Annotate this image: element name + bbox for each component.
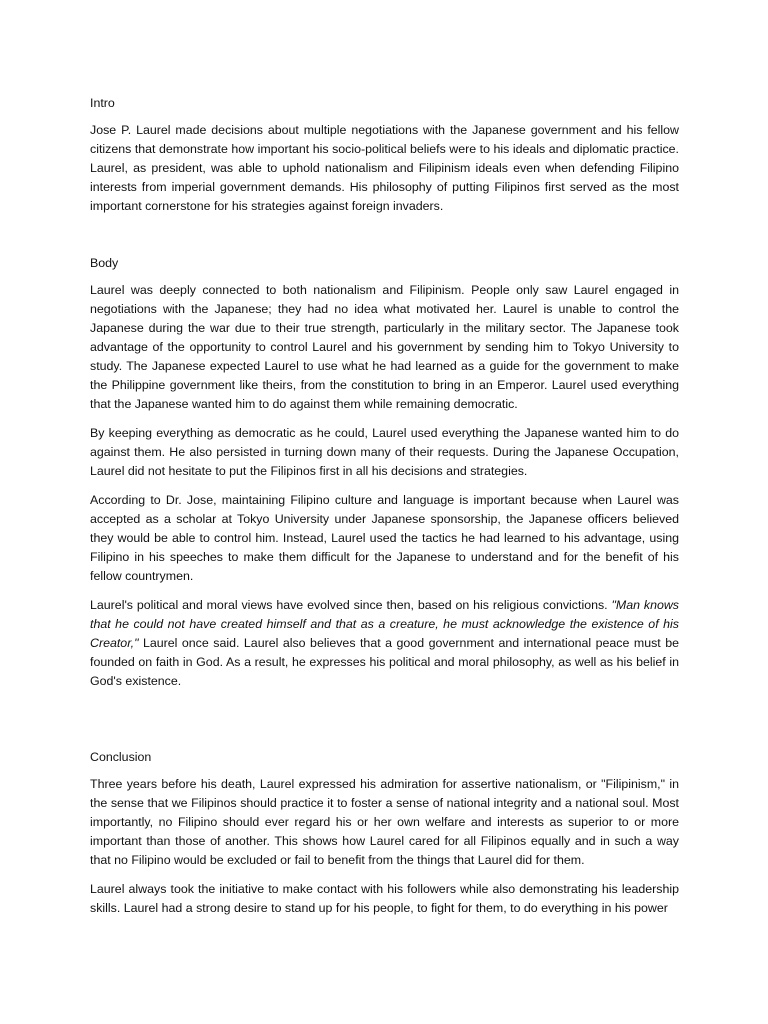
body-paragraph-4-start: Laurel's political and moral views have evolved since then, based on his religious convictions. [90, 598, 612, 612]
section-spacer [90, 701, 679, 748]
conclusion-paragraph-2: Laurel always took the initiative to make contact with his followers while also demonstrating his leadership skills. Laurel had a strong desire to stand up for his people, to fight for them, to do everything in his power [90, 882, 679, 915]
section-spacer [90, 226, 679, 254]
laurel-quote: "Man knows that he could not have created himself and that as a creature, he must acknowledge the existence of his Creator," [90, 598, 679, 650]
intro-paragraph: Jose P. Laurel made decisions about multiple negotiations with the Japanese government and his fellow citizens that demonstrate how important his socio-political beliefs were to his ideals and diplomatic practice. Laurel, as president, was able to uphold nationalism and Filipinism ideals even when defending Filipino interests from imperial government demands. His philosophy of putting Filipinos first served as the most important cornerstone for his strategies against foreign invaders. [90, 123, 679, 213]
conclusion-paragraph-1: Three years before his death, Laurel expressed his admiration for assertive nationalism, or "Filipinism," in the sense that we Filipinos should practice it to foster a sense of national integrity and a national soul. Most importantly, no Filipino should ever regard his or her own welfare and interests as superior to or more important than those of another. This shows how Laurel cared for all Filipinos equally and in such a way that no Filipino would be excluded or fail to benefit from the things that Laurel did for them. [90, 777, 679, 867]
body-paragraph-2: By keeping everything as democratic as he could, Laurel used everything the Japanese wanted him to do against them. He also persisted in turning down many of their requests. During the Japanese Occupation, Laurel did not hesitate to put the Filipinos first in all his decisions and strategies. [90, 426, 679, 478]
body-paragraph-4 [90, 596, 679, 691]
body-paragraph-4-end: Laurel once said. Laurel also believes that a good government and international peace must be founded on faith in God. As a result, he expresses his political and moral philosophy, as well as his belief in God's existence. [90, 636, 679, 688]
document-page [90, 94, 679, 928]
body-paragraph-1: Laurel was deeply connected to both nationalism and Filipinism. People only saw Laurel engaged in negotiations with the Japanese; they had no idea what motivated her. Laurel is unable to control the Japanese during the war due to their true strength, particularly in the military sector. The Japanese took advantage of the opportunity to control Laurel and his government by sending him to Tokyo University to study. The Japanese expected Laurel to use what he had learned as a guide for the government to make the Philippine government like theirs, from the constitution to bring in an Emperor. Laurel used everything that the Japanese wanted him to do against them while remaining democratic. [90, 283, 679, 411]
body-paragraph-3: According to Dr. Jose, maintaining Filipino culture and language is important because when Laurel was accepted as a scholar at Tokyo University under Japanese sponsorship, the Japanese officers believed they would be able to control him. Instead, Laurel used the tactics he had learned to his advantage, using Filipino in his speeches to make them difficult for the Japanese to understand and for the benefit of his fellow countrymen. [90, 493, 679, 583]
conclusion-heading: Conclusion [90, 750, 152, 764]
body-heading: Body [90, 256, 119, 270]
intro-heading: Intro [90, 96, 115, 110]
